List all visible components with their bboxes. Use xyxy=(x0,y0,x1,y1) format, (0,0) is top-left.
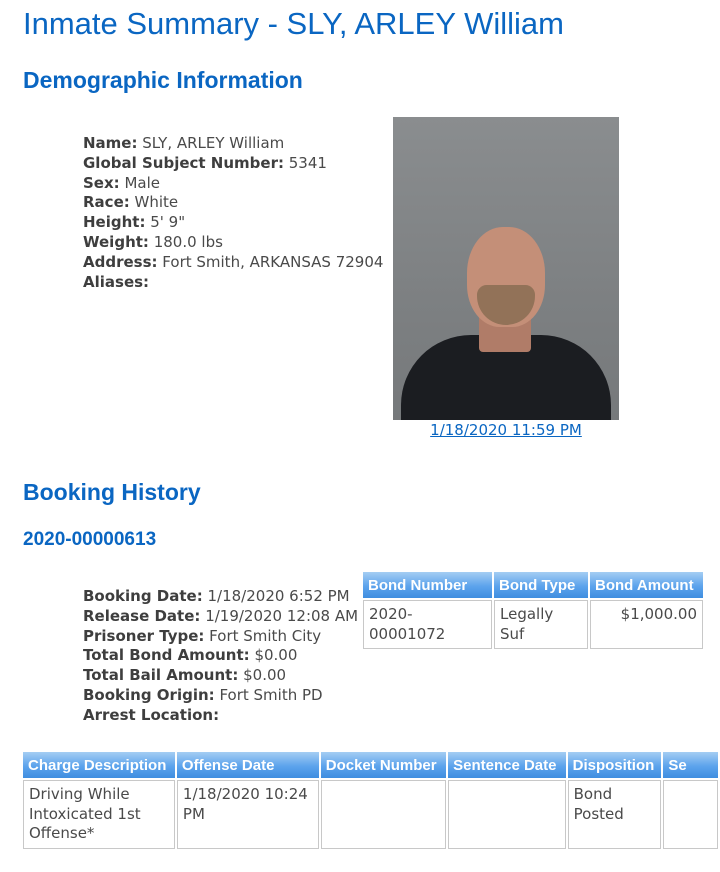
offense-date-header[interactable]: Offense Date xyxy=(177,752,319,778)
field-aliases: Aliases: xyxy=(83,272,150,291)
bond-type-header[interactable]: Bond Type xyxy=(494,572,588,598)
charge-description-cell: Driving While Intoxicated 1st Offense* xyxy=(23,780,175,849)
field-weight: Weight: 180.0 lbs xyxy=(83,232,223,251)
mugshot-photo xyxy=(393,117,619,420)
field-name: Name: SLY, ARLEY William xyxy=(83,134,285,152)
field-prisoner-type: Prisoner Type: Fort Smith City xyxy=(83,626,322,645)
charge-description-header[interactable]: Charge Description xyxy=(23,752,175,778)
disposition-cell: Bond Posted xyxy=(568,780,662,849)
field-total-bond-amount: Total Bond Amount: $0.00 xyxy=(83,646,298,665)
field-height: Height: 5' 9" xyxy=(83,213,186,232)
page-title: Inmate Summary - SLY, ARLEY William xyxy=(23,6,564,41)
offense-date-cell: 1/18/2020 10:24 PM xyxy=(177,780,319,849)
bond-amount-cell: $1,000.00 xyxy=(590,600,703,649)
bond-table-container xyxy=(361,570,705,651)
sentence-date-cell xyxy=(448,780,566,849)
charge-table xyxy=(21,750,720,851)
field-booking-date: Booking Date: 1/18/2020 6:52 PM xyxy=(83,587,350,605)
booking-history-heading: Booking History xyxy=(23,479,201,505)
sentence-header-truncated[interactable]: Se xyxy=(663,752,718,778)
booking-number-heading: 2020-00000613 xyxy=(23,529,157,550)
field-race: Race: White xyxy=(83,193,179,212)
demographic-fields xyxy=(83,134,383,292)
field-global-subject-number: Global Subject Number: 5341 xyxy=(83,153,327,172)
docket-number-header[interactable]: Docket Number xyxy=(321,752,446,778)
bond-table xyxy=(361,570,705,651)
field-sex: Sex: Male xyxy=(83,173,160,192)
disposition-header[interactable]: Disposition xyxy=(568,752,662,778)
demographic-heading: Demographic Information xyxy=(23,67,303,93)
bond-number-header[interactable]: Bond Number xyxy=(363,572,492,598)
bond-amount-header[interactable]: Bond Amount xyxy=(590,572,703,598)
table-row xyxy=(363,600,703,649)
bond-type-cell: Legally Suf xyxy=(494,600,588,649)
charge-table-container xyxy=(21,750,720,851)
docket-number-cell xyxy=(321,780,446,849)
sentence-cell xyxy=(663,780,718,849)
charge-table-header-row xyxy=(23,752,718,778)
field-total-bail-amount: Total Bail Amount: $0.00 xyxy=(83,666,287,685)
field-address: Address: Fort Smith, ARKANSAS 72904 xyxy=(83,252,384,271)
field-booking-origin: Booking Origin: Fort Smith PD xyxy=(83,685,323,704)
photo-date-link[interactable]: 1/18/2020 11:59 PM xyxy=(430,421,582,439)
booking-fields xyxy=(83,587,358,726)
table-row xyxy=(23,780,718,849)
field-release-date: Release Date: 1/19/2020 12:08 AM xyxy=(83,606,359,625)
bond-table-header-row xyxy=(363,572,703,598)
field-arrest-location: Arrest Location: xyxy=(83,705,220,724)
sentence-date-header[interactable]: Sentence Date xyxy=(448,752,566,778)
bond-number-cell: 2020-00001072 xyxy=(363,600,492,649)
